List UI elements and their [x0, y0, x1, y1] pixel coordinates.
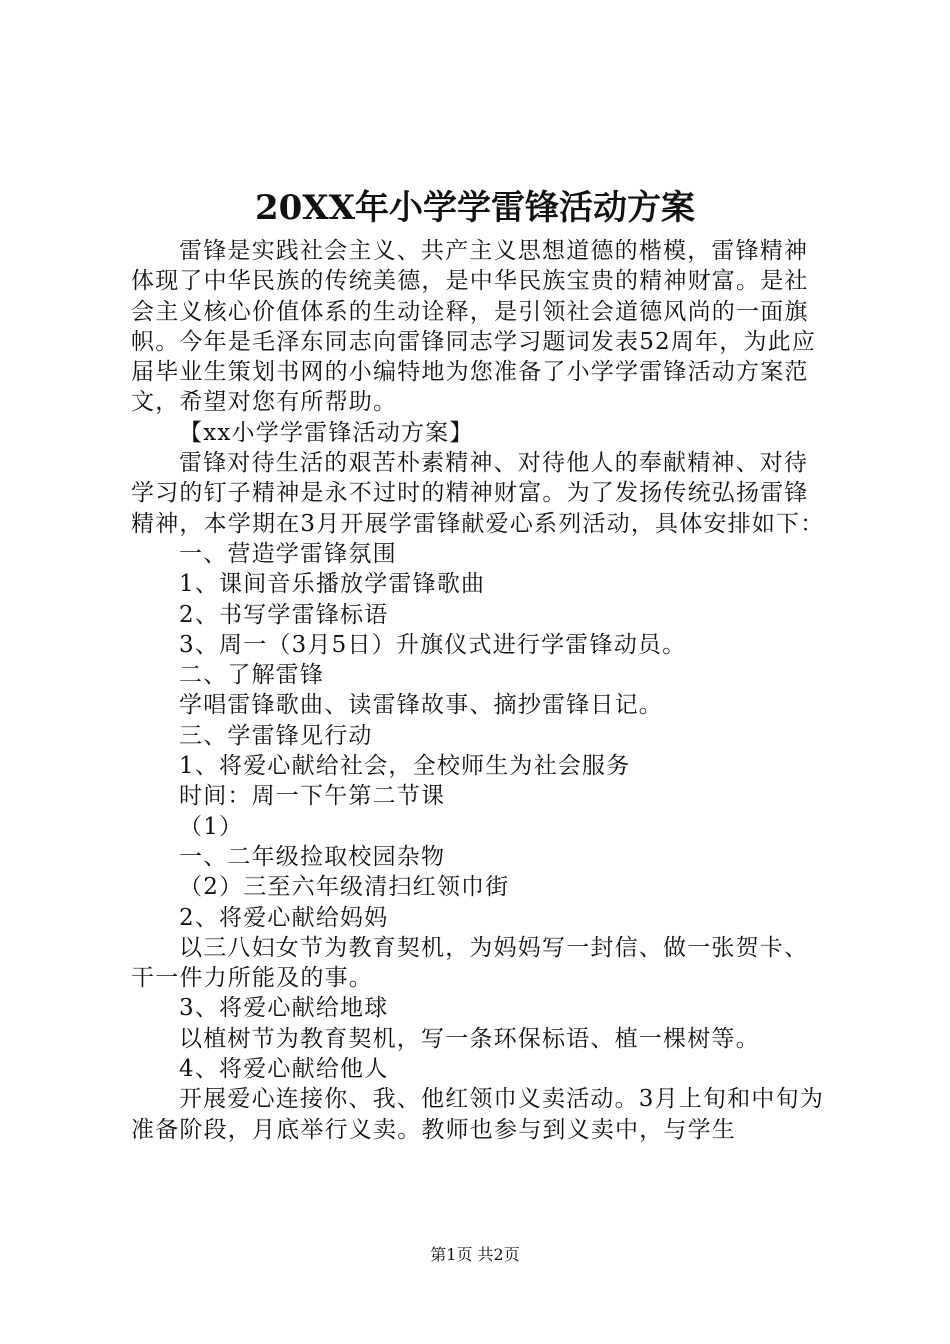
paragraph: 时间：周一下午第二节课 [179, 783, 446, 810]
paragraph: （1） [179, 813, 244, 840]
document-body [131, 236, 831, 1145]
paragraph: 以植树节为教育契机，写一条环保标语、植一棵树等。 [179, 1025, 760, 1052]
document-title: 20XX年小学学雷锋活动方案 [254, 188, 696, 228]
page-footer: 第1页 共2页 [430, 1245, 520, 1264]
paragraph: 一、营造学雷锋氛围 [179, 540, 397, 567]
paragraph: 3、将爱心献给地球 [179, 995, 389, 1022]
paragraph: 1、课间音乐播放学雷锋歌曲 [179, 571, 486, 598]
paragraph: （2）三至六年级清扫红领巾街 [179, 874, 510, 901]
paragraph: 雷锋对待生活的艰苦朴素精神、对待他人的奉献精神、对待学习的钉子精神是永不过时的精神财富。为了发扬传统弘扬雷锋精神，本学期在3月开展学雷锋献爱心系列活动，具体安排如下： [131, 450, 825, 537]
paragraph: 【xx小学学雷锋活动方案】 [179, 419, 474, 446]
paragraph: 开展爱心连接你、我、他红领巾义卖活动。3月上旬和中旬为准备阶段，月底举行义卖。教师也参与到义卖中，与学生 [131, 1086, 825, 1143]
paragraph: 一、二年级捡取校园杂物 [179, 843, 446, 870]
paragraph: 2、将爱心献给妈妈 [179, 904, 389, 931]
paragraph: 3、周一（3月5日）升旗仪式进行学雷锋动员。 [179, 631, 687, 658]
paragraph: 学唱雷锋歌曲、读雷锋故事、摘抄雷锋日记。 [179, 692, 663, 719]
paragraph: 2、书写学雷锋标语 [179, 601, 389, 628]
paragraph: 雷锋是实践社会主义、共产主义思想道德的楷模，雷锋精神体现了中华民族的传统美德，是中华民族宝贵的精神财富。是社会主义核心价值体系的生动诠释，是引领社会道德风尚的一面旗帜。今年是毛泽东同志向雷锋同志学习题词发表52周年，为此应届毕业生策划书网的小编特地为您准备了小学学雷锋活动方案范文，希望对您有所帮助。 [131, 238, 817, 416]
paragraph: 4、将爱心献给他人 [179, 1056, 389, 1083]
paragraph: 三、学雷锋见行动 [179, 722, 373, 749]
paragraph: 二、了解雷锋 [179, 662, 325, 689]
paragraph: 1、将爱心献给社会，全校师生为社会服务 [179, 753, 631, 780]
paragraph: 以三八妇女节为教育契机，为妈妈写一封信、做一张贺卡、干一件力所能及的事。 [131, 934, 809, 992]
